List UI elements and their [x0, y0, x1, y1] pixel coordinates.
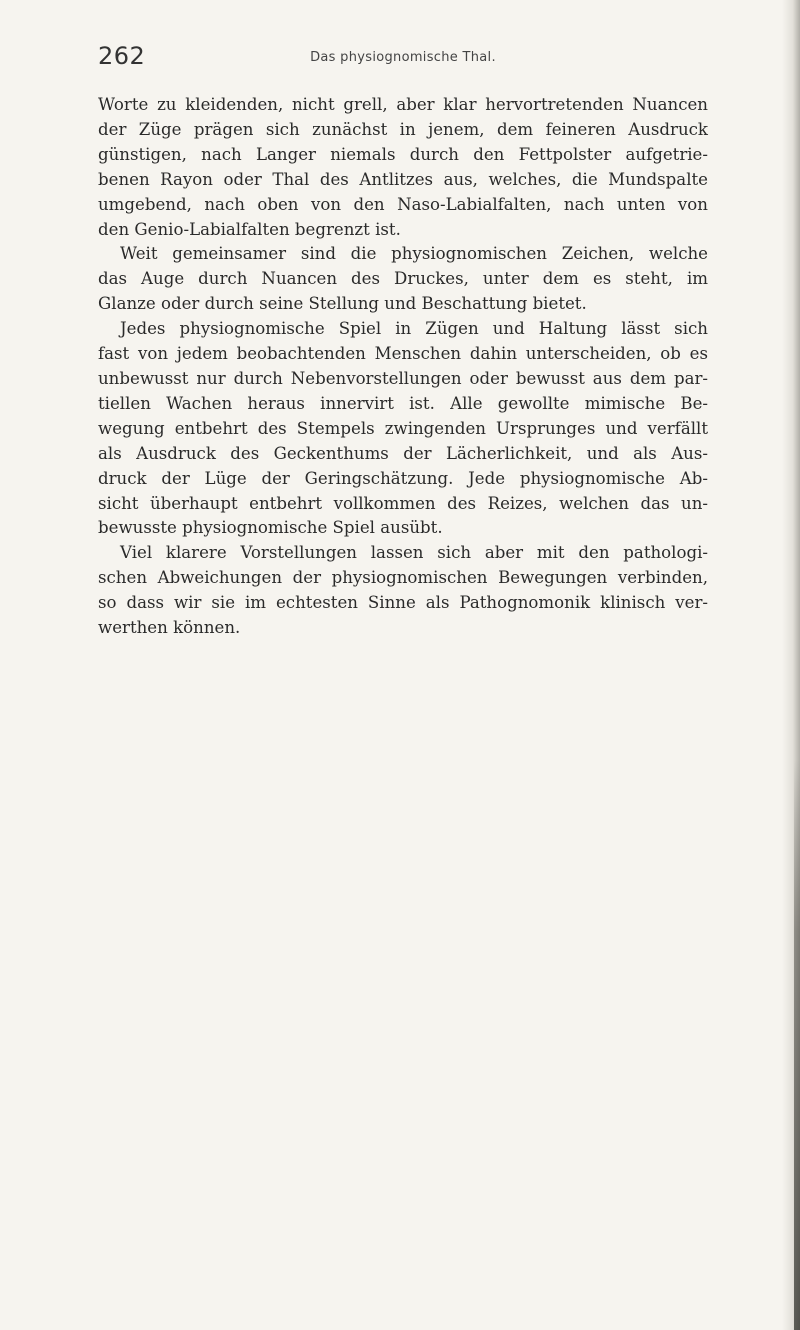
text-line: schen Abweichungen der physiognomischen Bewegungen verbinden,	[98, 568, 708, 588]
text-line: den Genio-Labialfalten begrenzt ist.	[98, 219, 401, 239]
text-line: umgebend, nach oben von den Naso-Labialfalten, nach unten von	[98, 194, 708, 214]
paragraph-start-line: Viel klarere Vorstellungen lassen sich aber mit den pathologi-	[120, 543, 708, 563]
text-line: benen Rayon oder Thal des Antlitzes aus, welches, die Mundspalte	[98, 169, 708, 189]
page-header	[98, 42, 708, 72]
text-line: als Ausdruck des Geckenthums der Lächerlichkeit, und als Aus-	[98, 443, 708, 463]
page-number: 262	[98, 42, 146, 70]
text-line: fast von jedem beobachtenden Menschen dahin unterscheiden, ob es	[98, 344, 708, 364]
text-line: Glanze oder durch seine Stellung und Beschattung bietet.	[98, 294, 587, 314]
text-line: der Züge prägen sich zunächst in jenem, dem feineren Ausdruck	[98, 119, 708, 139]
text-line: unbewusst nur durch Nebenvorstellungen oder bewusst aus dem par-	[98, 368, 708, 388]
text-line: so dass wir sie im echtesten Sinne als Pathognomonik klinisch ver-	[98, 593, 708, 613]
body-text	[98, 93, 708, 641]
paragraph-start-line: Jedes physiognomische Spiel in Zügen und Haltung lässt sich	[120, 319, 708, 339]
text-line: bewusste physiognomische Spiel ausübt.	[98, 518, 443, 538]
text-line: Worte zu kleidenden, nicht grell, aber klar hervortretenden Nuancen	[98, 95, 708, 114]
text-line: druck der Lüge der Geringschätzung. Jede physiognomische Ab-	[98, 468, 708, 488]
text-line: günstigen, nach Langer niemals durch den Fettpolster aufgetrie-	[98, 144, 708, 164]
text-line: das Auge durch Nuancen des Druckes, unter dem es steht, im	[98, 269, 708, 289]
text-line: werthen können.	[98, 618, 241, 638]
text-line: tiellen Wachen heraus innervirt ist. Alle gewollte mimische Be-	[98, 393, 708, 413]
paragraph-start-line: Weit gemeinsamer sind die physiognomischen Zeichen, welche	[120, 244, 708, 264]
running-head: Das physiognomische Thal.	[310, 50, 496, 65]
text-line: sicht überhaupt entbehrt vollkommen des Reizes, welchen das un-	[98, 493, 708, 513]
text-line: wegung entbehrt des Stempels zwingenden Ursprunges und verfällt	[98, 418, 708, 438]
page-edge-binding	[794, 760, 800, 1330]
